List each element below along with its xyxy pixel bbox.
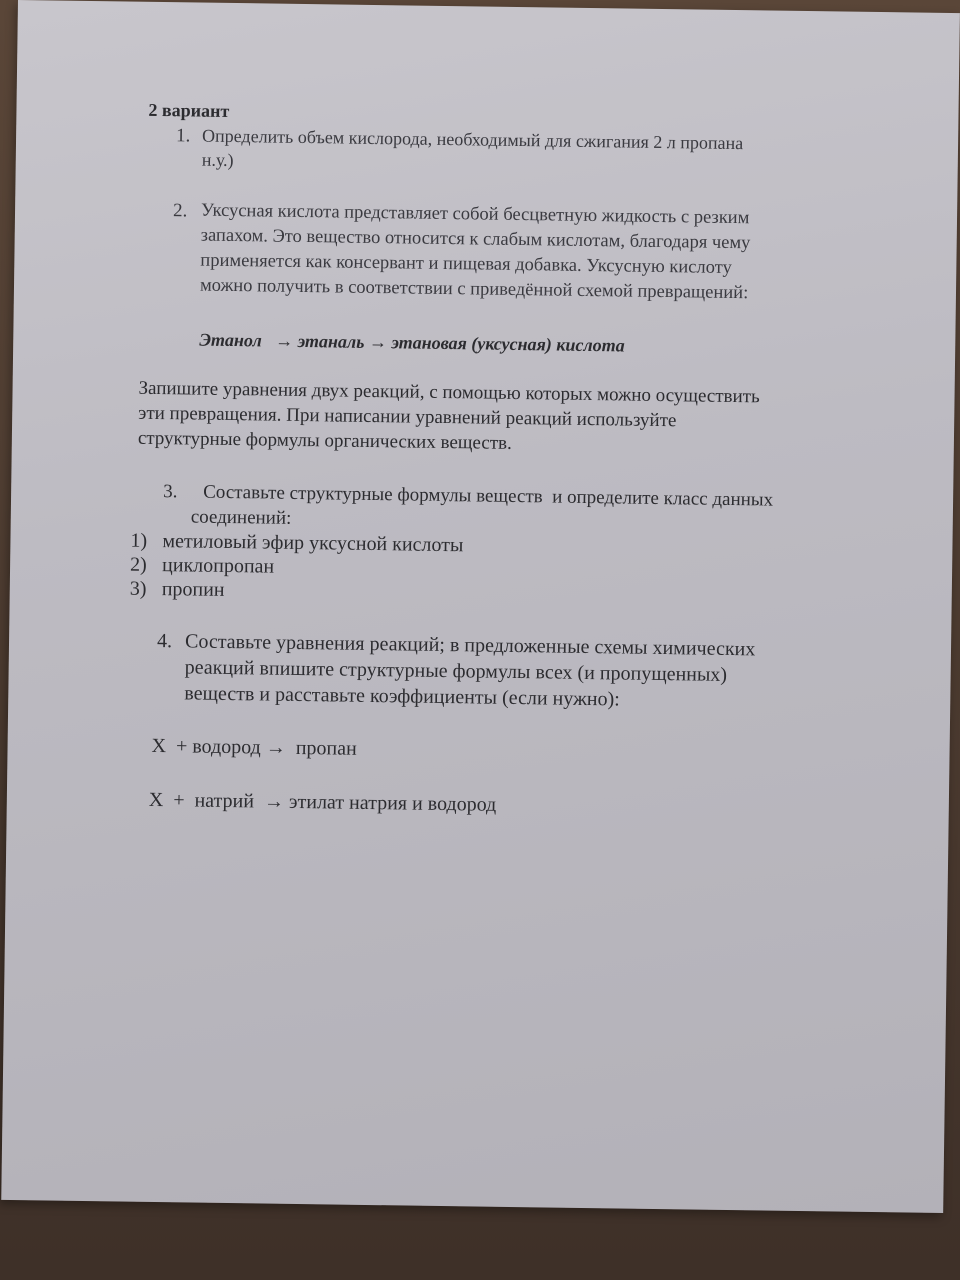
q3-item-text: циклопропан — [161, 554, 275, 578]
instruction-line: структурные формулы органических веществ. — [137, 427, 512, 454]
q4-line: веществ и расставьте коэффициенты (если нужно): — [184, 682, 620, 711]
q2-number: 2. — [172, 200, 188, 222]
q4-line: Составьте уравнения реакций; в предложенные схемы химических — [184, 630, 756, 661]
q1-line2: н.у.) — [201, 149, 234, 171]
instruction-line: эти превращения. При написании уравнений реакций используйте — [138, 402, 677, 432]
equation-2: X + натрий → этилат натрия и водород — [148, 788, 497, 816]
conversion-scheme: Этанол → этаналь → этановая (уксусная) кислота — [199, 329, 625, 356]
q3-item-text: пропин — [161, 578, 225, 601]
q3-item-number: 2) — [129, 553, 147, 576]
paper-sheet — [1, 0, 960, 1213]
q3-item-text: метиловый эфир уксусной кислоты — [162, 530, 464, 557]
q3-item-number: 1) — [130, 529, 148, 552]
instruction-line: Запишите уравнения двух реакций, с помощью которых можно осуществить — [138, 377, 760, 408]
q2-line: Уксусная кислота представляет собой бесцветную жидкость с резким — [200, 200, 750, 229]
q3-line2: соединений: — [190, 506, 292, 529]
q1-line1: Определить объем кислорода, необходимый для сжигания 2 л пропана — [201, 125, 744, 154]
q2-line: запахом. Это вещество относится к слабым кислотам, благодаря чему — [200, 225, 751, 254]
q4-line: реакций впишите структурные формулы всех (и пропущенных) — [184, 656, 728, 686]
q4-number: 4. — [156, 630, 173, 653]
equation-1: X + водород → пропан — [151, 734, 357, 760]
q3-item-number: 3) — [129, 577, 147, 600]
q2-line: применяется как консервант и пищевая добавка. Уксусную кислоту — [200, 250, 732, 278]
q3-number: 3. — [163, 481, 178, 503]
variant-title: 2 вариант — [148, 99, 230, 121]
q1-number: 1. — [175, 125, 191, 147]
q3-line1: Составьте структурные формулы веществ и определите класс данных — [203, 481, 774, 511]
q2-line: можно получить в соответствии с приведённой схемой превращений: — [199, 275, 749, 304]
